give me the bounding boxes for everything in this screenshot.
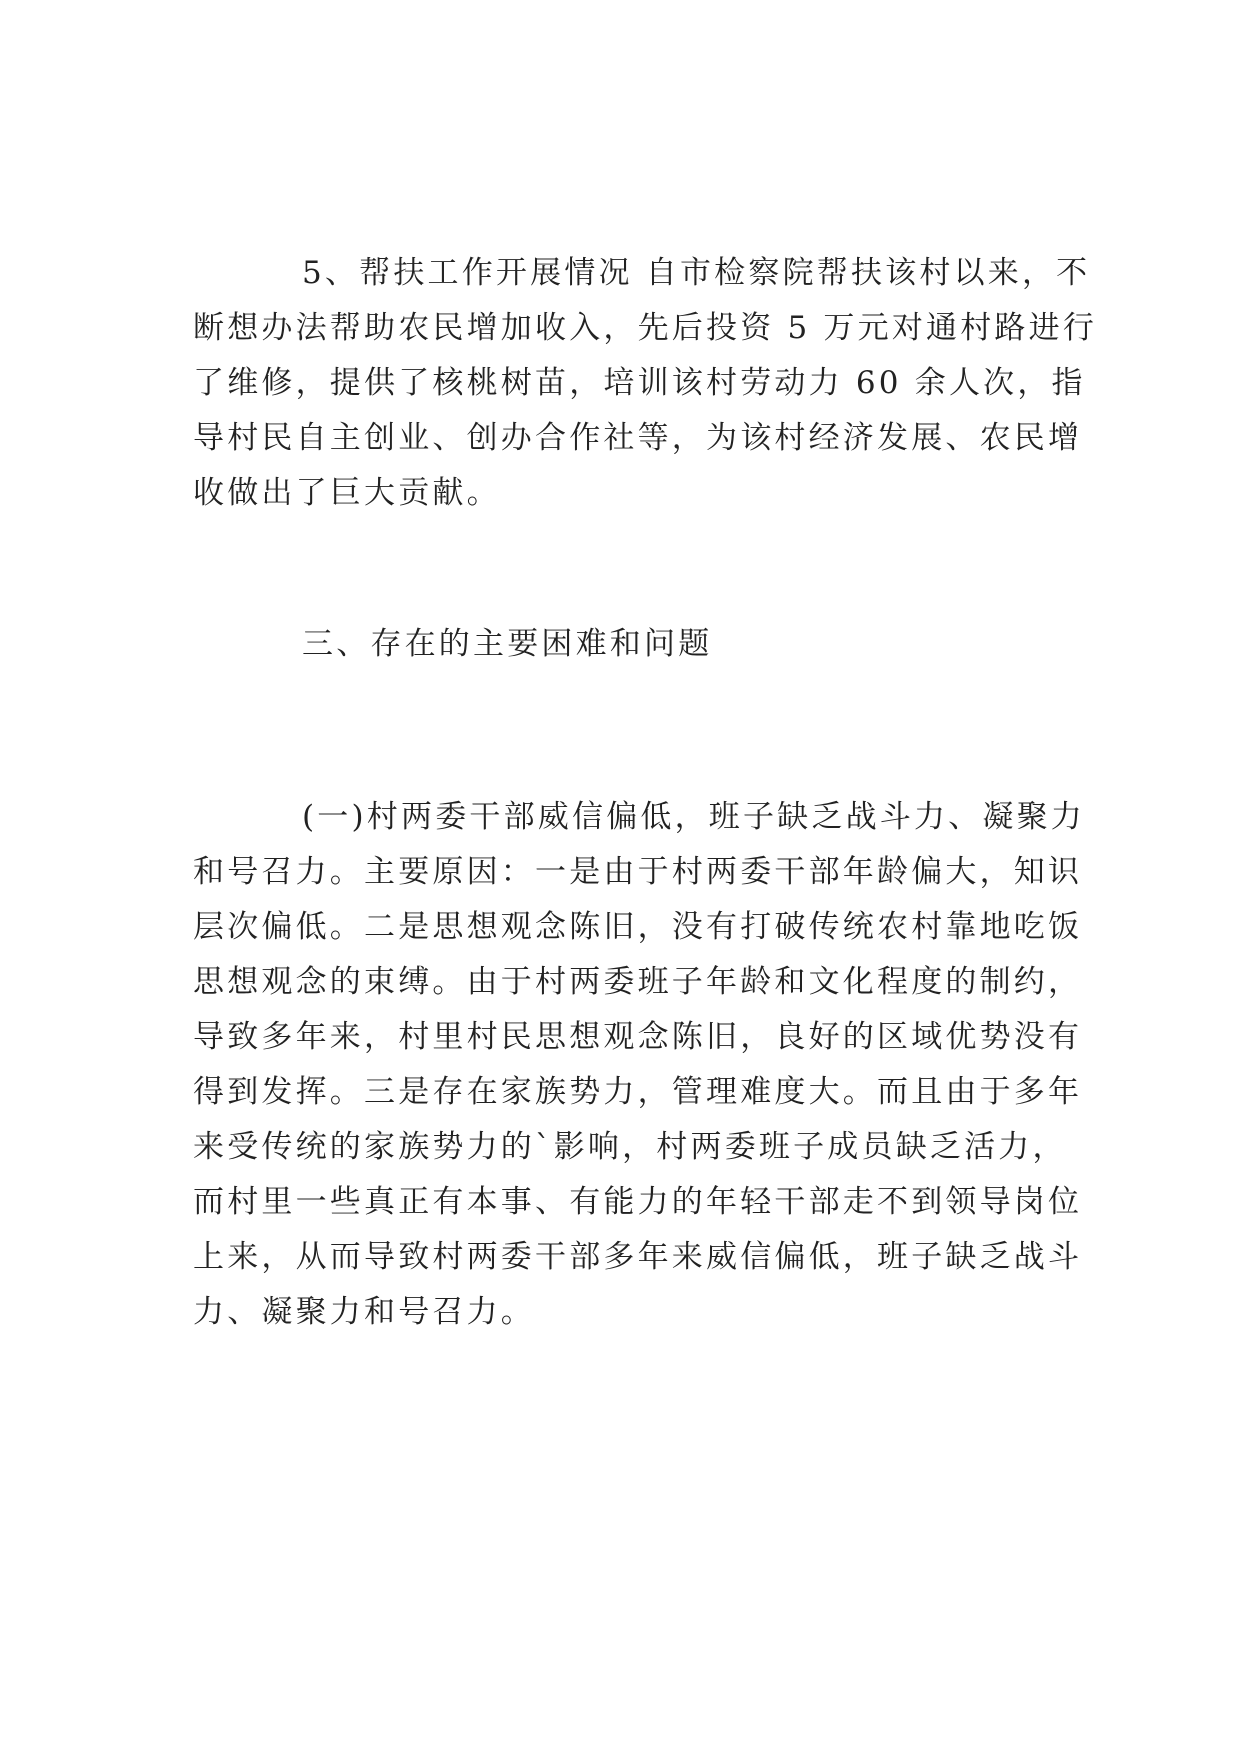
text-line: (一)村两委干部威信偏低，班子缺乏战斗力、凝聚力	[302, 799, 1085, 835]
text-line: 导村民自主创业、创办合作社等，为该村经济发展、农民增	[193, 420, 1083, 456]
text-line: 和号召力。主要原因：一是由于村两委干部年龄偏大，知识	[193, 854, 1083, 890]
text-line: 来受传统的家族势力的`影响，村两委班子成员缺乏活力，	[193, 1129, 1067, 1165]
text-line: 思想观念的束缚。由于村两委班子年龄和文化程度的制约，	[193, 964, 1083, 1000]
text-line: 力、凝聚力和号召力。	[193, 1294, 535, 1330]
text-line: 上来，从而导致村两委干部多年来威信偏低，班子缺乏战斗	[193, 1239, 1083, 1275]
text-line: 导致多年来，村里村民思想观念陈旧，良好的区域优势没有	[193, 1019, 1083, 1055]
text-line: 5、帮扶工作开展情况 自市检察院帮扶该村以来，不	[302, 255, 1091, 291]
section-heading: 三、存在的主要困难和问题	[302, 626, 713, 662]
text-line: 得到发挥。三是存在家族势力，管理难度大。而且由于多年	[193, 1074, 1083, 1110]
text-line: 层次偏低。二是思想观念陈旧，没有打破传统农村靠地吃饭	[193, 909, 1083, 945]
text-line: 收做出了巨大贡献。	[193, 475, 501, 511]
text-line: 而村里一些真正有本事、有能力的年轻干部走不到领导岗位	[193, 1184, 1083, 1220]
text-line: 了维修，提供了核桃树苗，培训该村劳动力 60 余人次，指	[193, 365, 1086, 401]
text-line: 断想办法帮助农民增加收入，先后投资 5 万元对通村路进行	[193, 310, 1098, 346]
